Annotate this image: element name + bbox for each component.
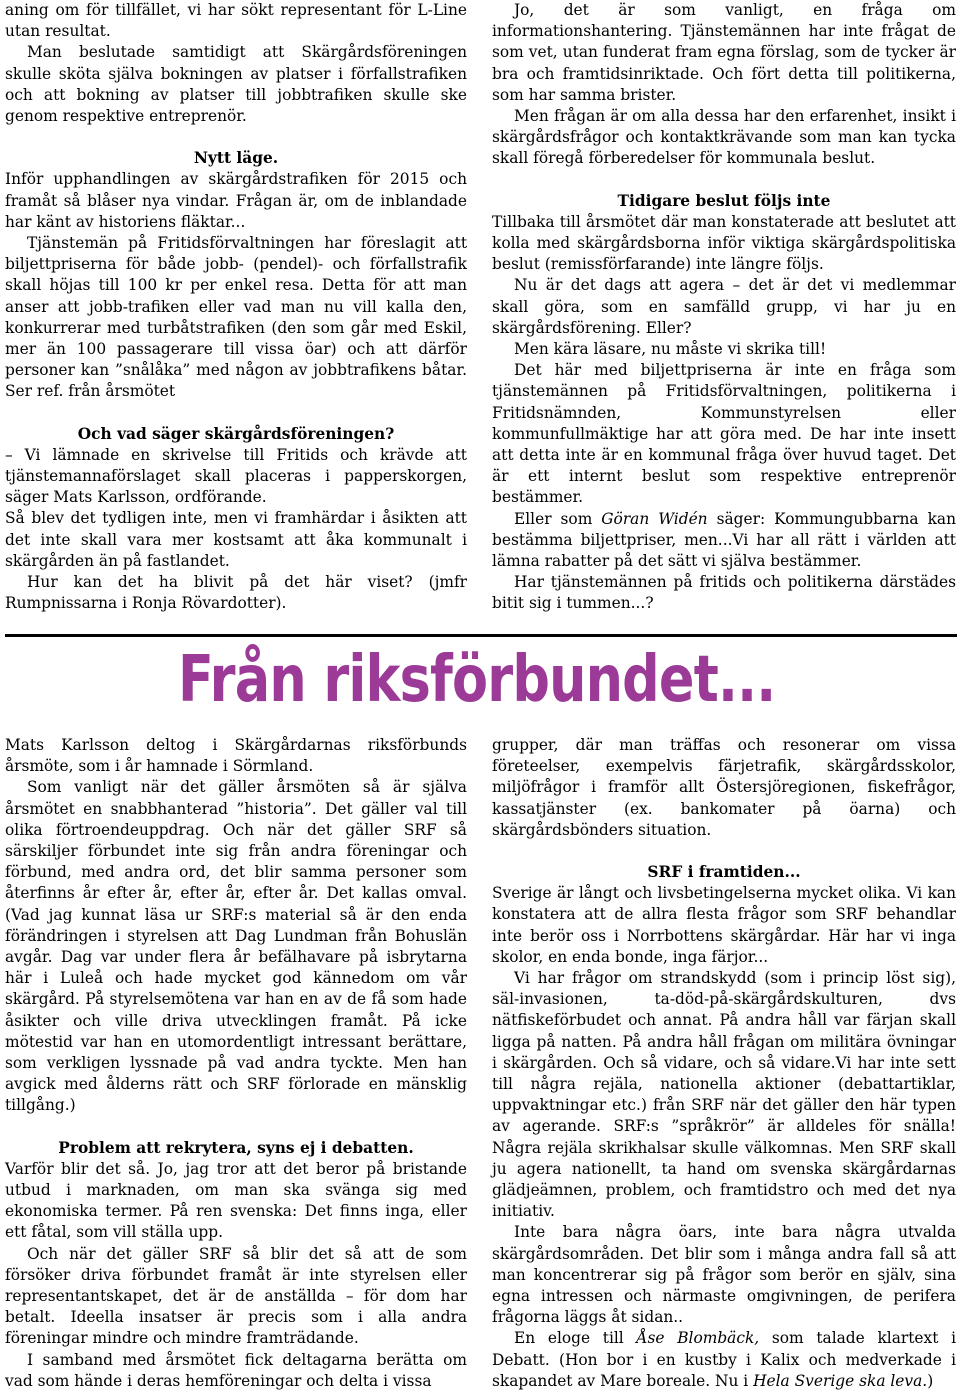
- paragraph: Men kära läsare, nu måste vi skrika till!: [514, 340, 827, 359]
- paragraph: Inte bara några öars, inte bara några utvalda skärgårdsområden. Det blir som i många andra fall så att man koncentrerar sig på frågor som berör en själv, sina egna intressen och närmaste omgivningen, de perifera frågorna läggs åt sidan..: [492, 1223, 956, 1327]
- paragraph: Det här med biljettpriserna är inte en fråga som tjänstemännen på Fritidsförvaltningen, politikerna i Fritidsnämnden, Kommunstyrelsen eller kommunfullmäktige har att göra med. De har inte insett att detta inte är en kommunal fråga över huvud taget. Det är ett internt beslut som respektive entreprenör bestämmer.: [492, 361, 956, 507]
- article-column-bottom-left: [5, 735, 467, 1392]
- article-column-bottom-right: [492, 735, 956, 1392]
- paragraph: I samband med årsmötet fick deltagarna berätta om vad som hände i deras hemföreningar och delta i vissa: [5, 1350, 467, 1390]
- paragraph: Tillbaka till årsmötet där man konstaterade att beslutet att kolla med skärgårdsborna inför viktiga skärgårdspolitiska beslut (remissförfarande) inte längre följs.: [492, 212, 956, 274]
- paragraph: – Vi lämnade en skrivelse till Fritids och krävde att tjänstemannaförslaget skall placeras i papperskorgen, säger Mats Karlsson, ordförande.: [5, 445, 467, 507]
- paragraph: Tjänstemän på Fritidsförvaltningen har föreslagit att biljettpriserna för både jobb- (pendel)- och förfallstrafik skall höjas till 100 kr per enkel resa. Detta för att man anser att jobb-trafiken eller vad man nu vill kalla den, konkurrerar med turbåtstrafiken (den som går med Eskil, mer än 100 passagerare till vissa öar) och att därför personer kan ”snålåka” med någon av jobbtrafikens båtar. Ser ref. från årsmötet: [5, 234, 467, 401]
- subheading-nytt-lage: Nytt läge.: [193, 149, 279, 168]
- text-run: säger: Kommungubbarna kan bestämma biljettpriser, men...Vi har all rätt i världen att lämna rabatter på det sätt vi själva bestämmer.: [492, 509, 956, 571]
- organization-name: Hela Sverige ska leva.: [753, 1371, 928, 1390]
- paragraph: Man beslutade samtidigt att Skärgårdsföreningen skulle sköta själva bokningen av platser i förfallstrafiken och att bokning av platser till jobbtrafiken skulle ske genom respektive entreprenör.: [5, 43, 467, 126]
- spacer: [5, 403, 467, 424]
- text-run: Eller som: [514, 509, 602, 528]
- paragraph: Hur kan det ha blivit på det här viset? (jmfr Rumpnissarna i Ronja Rövardotter).: [5, 573, 467, 613]
- subheading-tidigare-beslut: Tidigare beslut följs inte: [617, 191, 831, 210]
- paragraph: Som vanligt när det gäller årsmöten så är själva årsmötet en snabbhanterad ”historia”. Det gäller val till olika förtroendeuppdrag. Och när det gäller SRF så särskiljer förbundet inte sig från andra föreningar och förbund, med andra ord, det blir samma personer som återfinns år efter år, efter år, efter år. Det kallas omval. (Vad jag kunnat läsa ur SRF:s material så är den enda förändringen i styrelsen att Dag Lundman från Bohuslän avgår. Dag var under flera år befälhavare på isbrytarna här i Luleå och hade mycket god kännedom om vår skärgård. På styrelsemötena var han en av de få som hade åsikter och ville driva utvecklingen framåt. På icke mötestid var han en utomordentligt intressant berättare, som verkligen lyssnade på vad andra tyckte. Men han avgick med ålderns rätt och SRF förlorade en mänsklig tillgång.): [5, 778, 467, 1115]
- subheading-skargardsforeningen: Och vad säger skärgårdsföreningen?: [77, 424, 395, 443]
- paragraph: Varför blir det så. Jo, jag tror att det beror på bristande utbud i marknaden, om man ska svänga sig med ekonomiska termer. På ren svenska: Det finns inga, eller ett fåtal, som vill ställa upp.: [5, 1159, 467, 1242]
- article-column-top-left: [5, 0, 467, 614]
- text-run: En eloge till: [514, 1329, 637, 1348]
- spacer: [492, 841, 956, 862]
- paragraph: aning om för tillfället, vi har sökt representant för L-Line utan resultat.: [5, 1, 467, 41]
- paragraph: [492, 509, 956, 573]
- paragraph: grupper, där man träffas och resonerar om vissa företeelser, exempelvis färjetrafik, skärgårdsskolor, miljöfrågor i framför allt Östersjöregionen, fiskefrågor, kassatjänster (ex. bankomater på öarna) och skärgårdsbönders situation.: [492, 736, 956, 839]
- spacer: [492, 170, 956, 191]
- spacer: [5, 127, 467, 148]
- paragraph: Inför upphandlingen av skärgårdstrafiken för 2015 och framåt så blåser nya vindar. Frågan är, om de inblandade har känt av historiens fläktar...: [5, 170, 467, 231]
- text-run: ): [927, 1371, 934, 1390]
- spacer: [5, 1117, 467, 1138]
- person-name: Göran Widén: [601, 509, 708, 528]
- paragraph: Har tjänstemännen på fritids och politikerna därstädes bitit sig i tummen...?: [492, 573, 956, 613]
- paragraph: Men frågan är om alla dessa har den erfarenhet, insikt i skärgårdsfrågor och kontaktkrävande som man kan tycka skall föregå förberedelser för kommunala beslut.: [492, 107, 956, 168]
- paragraph: Mats Karlsson deltog i Skärgårdarnas riksförbunds årsmöte, som i år hamnade i Sörmland.: [5, 736, 467, 776]
- paragraph: Nu är det dags att agera – det är det vi medlemmar skall göra, som en samfälld grupp, vi har ju en skärgårdsförening. Eller?: [492, 276, 956, 337]
- subheading-problem-rekrytera: Problem att rekrytera, syns ej i debatten.: [58, 1138, 414, 1157]
- text-run: som talade klartext i Debatt. (Hon bor i en kustby i Kalix och medverkade i skapandet av Mare boreale. Nu i: [492, 1329, 956, 1390]
- section-banner-title: Från riksförbundet...: [178, 643, 776, 717]
- paragraph: Och när det gäller SRF så blir det så att de som försöker driva förbundet framåt är inte styrelsen eller representantskapet, det är de anställda – för dom har betalt. Ideella insatser är precis som i alla andra föreningar mindre och mindre framträdande.: [5, 1244, 467, 1348]
- paragraph: Sverige är långt och livsbetingelserna mycket olika. Vi kan konstatera att de allra flesta frågor som SRF behandlar inte berör oss i Norrbottens skärgårdar. Här har vi inga skolor, en enda bonde, inga färjor...: [492, 884, 956, 966]
- person-name: Åse Blombäck,: [636, 1329, 760, 1348]
- paragraph: Jo, det är som vanligt, en fråga om informationshantering. Tjänstemännen har inte frågat de som vet, utan funderat fram egna förslag, som de tycker är bra och framtidsinriktade. Och fört detta till politikerna, som har samma brister.: [492, 1, 956, 104]
- paragraph: [492, 1328, 956, 1392]
- subheading-srf-framtiden: SRF i framtiden...: [647, 863, 801, 882]
- paragraph: Så blev det tydligen inte, men vi framhärdar i åsikten att det inte skall vara mer kostsamt att åka kommunalt i skärgården än på fastlandet.: [5, 509, 467, 570]
- section-divider: [5, 634, 957, 637]
- article-column-top-right: [492, 0, 956, 615]
- paragraph: Vi har frågor om strandskydd (som i princip löst sig), säl-invasionen, ta-död-på-skärgårdskulturen, dvs nätfiskeförbudet och annat. På andra håll var färjan skall ligga på natten. På andra håll frågan om militära övningar i skärgården. Och så vidare, och så vidare.Vi har inte sett till några rejäla, nationella aktioner (debattartiklar, uppvaktningar etc.) från SRF när det gäller den här typen av agerande. SRF:s ”språkrör” är alldeles för snälla! Några rejäla skrikhalsar skulle välkomnas. Men SRF skall ju agera nationellt, ta hand om svenska skärgårdarnas glädjeämnen, problem, och framtidstro och med det nya initiativ.: [492, 969, 956, 1221]
